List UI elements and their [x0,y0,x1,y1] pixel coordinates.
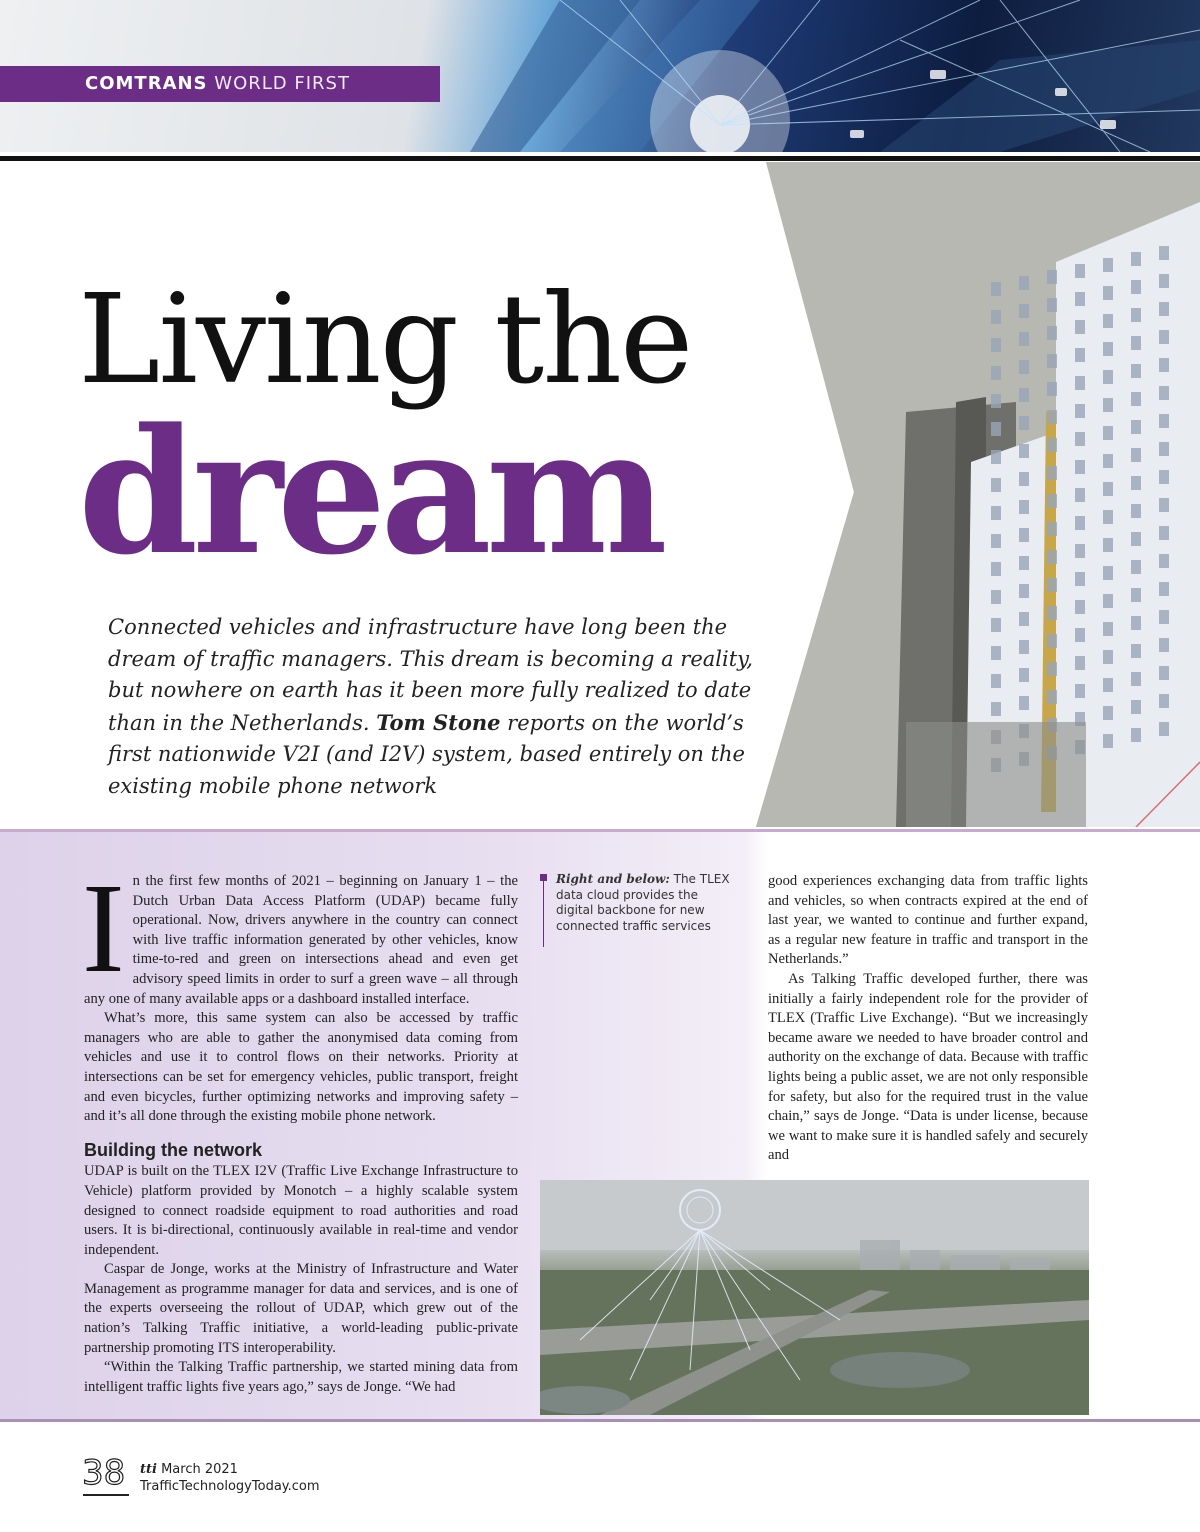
article-paragraph [82,857,518,1009]
section-label-bold: COMTRANS [85,73,208,94]
hero-building-photo [756,162,1200,827]
caption-body: The TLEX data cloud provides the digital backbone for new connected traffic services [556,872,730,933]
issue-date: March 2021 [161,1462,238,1477]
caption-lead: Right and below: [556,872,670,886]
standfirst-text-a: Connected vehicles and infrastructure have long been the dream of traffic managers. This dream is becoming a reality, but nowhere on earth has it been more fully realized to date than in the Netherlands. [108,615,753,735]
article-paragraph: good experiences exchanging data from traffic lights and vehicles, so when contracts expired at the end of last year, we wanted to continue and further expand, as a regular new feature in traffic and transport in the Netherlands.” [768,873,1088,968]
aerial-highway-photo [540,1180,1089,1415]
caption-text [556,872,730,934]
author-name: Tom Stone [376,709,501,735]
headline-line-1: Living the [78,268,692,412]
paragraph-text: n the first few months of 2021 – beginning on January 1 – the Dutch Urban Data Access Platform (UDAP) became fully operational. Now, drivers anywhere in the country can connect with live traffic information generated by other vehicles, know time-to-red and green on intersections ahead and even get advisory speed limits in order to surf a green wave – all through any one of many available apps or a dashboard installed interface. [84,873,518,1007]
magazine-logo: tti [140,1462,157,1477]
drop-cap: I [82,857,125,999]
page-number-rule [83,1494,129,1496]
page-number: 38 [82,1453,126,1493]
section-label-rest: WORLD FIRST [214,73,350,94]
article-paragraph: What’s more, this same system can also be accessed by traffic managers who are able to gather the anonymised data coming from vehicles and use it to control flows on their networks. Priority at intersections can be set for emergency vehicles, public transport, freight and even bicycles, further optimizing networks and improving safety – and it’s all done through the existing mobile phone network. [84,1010,518,1125]
headline-line-2: dream [78,390,662,593]
article-column-3 [768,872,1088,1166]
article-paragraph: UDAP is built on the TLEX I2V (Traffic Live Exchange Infrastructure to Vehicle) platform provided by Monotch – a highly scalable system designed to connect roadside equipment to road authorities and road users. It is bi-directional, continuously available in real-time and vendor independent. [84,1163,518,1258]
website-url: TrafficTechnologyToday.com [140,1479,320,1494]
subheading: Building the network [84,1139,262,1160]
standfirst-text-b: reports on the world’s first nationwide V2I (and I2V) system, based entirely on the existing mobile phone network [108,710,745,798]
article-paragraph: “Within the Talking Traffic partnership, we started mining data from intelligent traffic lights five years ago,” says de Jonge. “We had [84,1359,518,1395]
magazine-issue [140,1462,238,1477]
article-paragraph: As Talking Traffic developed further, there was initially a fairly independent role for the provider of TLEX (Traffic Live Exchange). “But we increasingly became aware we needed to have broader control and authority on the exchange of data. Because with traffic lights being a public asset, we are not only responsible for safety, but also for the required trust in the value chain,” says de Jonge. “Data is under license, because we want to make sure it is handled safely and securely and [768,970,1088,1164]
photo-caption [540,872,730,934]
caption-marker-icon [540,874,547,881]
standfirst [108,612,758,802]
top-rule [0,156,1200,161]
article-paragraph: Caspar de Jonge, works at the Ministry of Infrastructure and Water Management as programme manager for data and services, and is one of the experts overseeing the rollout of UDAP, which grew out of the nation’s Talking Traffic initiative, a world-leading public-private partnership promoting ITS interoperability. [84,1261,518,1356]
caption-rule [543,881,544,947]
bottom-rule [0,1419,1200,1422]
article-column-1 [82,857,518,1397]
section-label [85,73,350,94]
